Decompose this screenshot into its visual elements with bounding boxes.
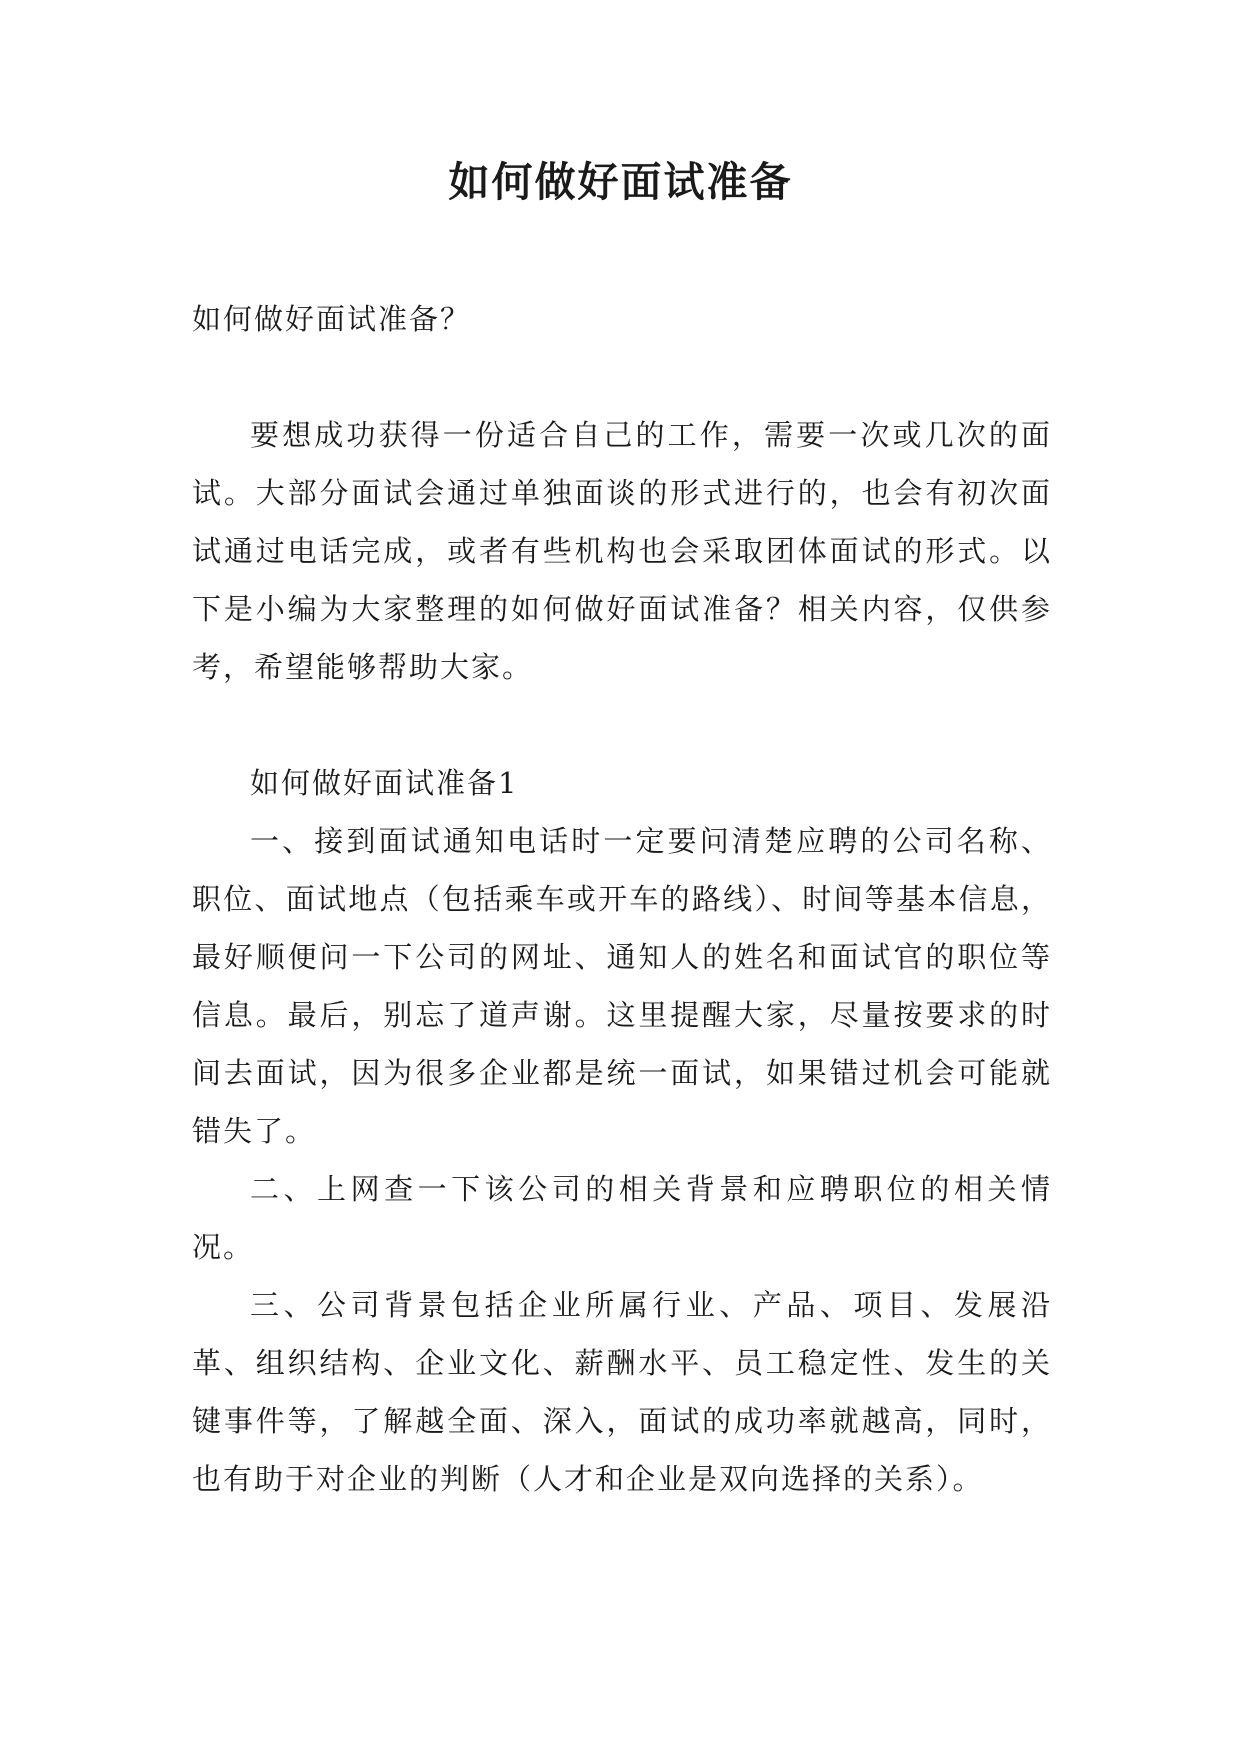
paragraph-point-3: 三、公司背景包括企业所属行业、产品、项目、发展沿革、组织结构、企业文化、薪酬水平、员工稳定性、发生的关键事件等，了解越全面、深入，面试的成功率就越高，同时，也有助于对企业的判断（人才和企业是双向选择的关系）。 <box>192 1288 1052 1496</box>
document-title: 如何做好面试准备 <box>448 158 793 206</box>
intro-paragraph: 要想成功获得一份适合自己的工作，需要一次或几次的面试。大部分面试会通过单独面谈的形式进行的，也会有初次面试通过电话完成，或者有些机构也会采取团体面试的形式。以下是小编为大家整理的如何做好面试准备？相关内容，仅供参考，希望能够帮助大家。 <box>192 418 1052 684</box>
paragraph-point-1: 一、接到面试通知电话时一定要问清楚应聘的公司名称、职位、面试地点（包括乘车或开车的路线）、时间等基本信息，最好顺便问一下公司的网址、通知人的姓名和面试官的职位等信息。最后，别忘了道声谢。这里提醒大家，尽量按要求的时间去面试，因为很多企业都是统一面试，如果错过机会可能就错失了。 <box>192 824 1052 1148</box>
paragraph-point-2: 二、上网查一下该公司的相关背景和应聘职位的相关情况。 <box>192 1172 1052 1264</box>
document-body <box>192 290 1052 1508</box>
intro-question: 如何做好面试准备？ <box>192 302 472 336</box>
section-heading: 如何做好面试准备1 <box>250 766 519 800</box>
spacer <box>192 696 1052 754</box>
spacer <box>192 348 1052 406</box>
